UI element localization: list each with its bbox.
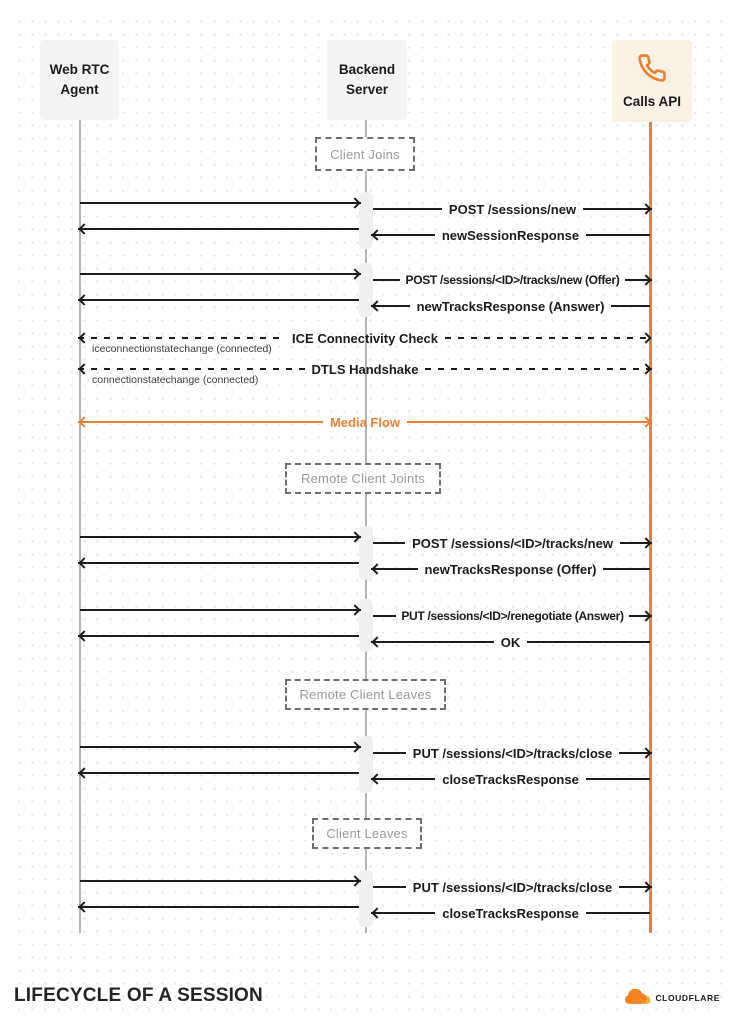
arrowhead-left-icon bbox=[78, 363, 89, 374]
arrowhead-right-icon bbox=[349, 875, 360, 886]
arrowhead-left-icon bbox=[78, 557, 89, 568]
arrow-label: newSessionResponse bbox=[441, 227, 580, 243]
arrowhead-right-icon bbox=[640, 747, 651, 758]
arrow-label: POST /sessions/<ID>/tracks/new (Offer) bbox=[405, 273, 620, 287]
arrow-line bbox=[78, 772, 359, 775]
arrowhead-right-icon bbox=[349, 268, 360, 279]
actor-label: Backend Server bbox=[338, 61, 396, 97]
arrow-line bbox=[78, 421, 323, 424]
arrow-line bbox=[80, 746, 361, 749]
arrow-line bbox=[78, 228, 359, 231]
message-arrow bbox=[80, 291, 359, 309]
arrowhead-left-icon bbox=[371, 229, 382, 240]
arrow-line bbox=[78, 906, 359, 909]
activation-bar bbox=[359, 736, 373, 793]
arrowhead-left-icon bbox=[78, 332, 89, 343]
arrow-line bbox=[80, 273, 361, 276]
arrowhead-right-icon bbox=[640, 537, 651, 548]
cloudflare-cloud-icon bbox=[624, 989, 652, 1006]
arrow-label: Media Flow bbox=[329, 414, 401, 430]
arrowhead-right-icon bbox=[640, 203, 651, 214]
message-arrow bbox=[80, 194, 359, 212]
arrowhead-right-icon bbox=[640, 881, 651, 892]
arrowhead-left-icon bbox=[78, 294, 89, 305]
dtls-event-annotation: connectionstatechange (connected) bbox=[92, 374, 259, 386]
arrowhead-left-icon bbox=[371, 563, 382, 574]
activation-bar bbox=[359, 526, 373, 580]
arrowhead-left-icon bbox=[78, 223, 89, 234]
arrow-line bbox=[78, 299, 359, 302]
message-arrow bbox=[373, 904, 650, 922]
arrowhead-left-icon bbox=[78, 630, 89, 641]
arrowhead-left-icon bbox=[78, 767, 89, 778]
actor-label: Calls API bbox=[622, 94, 682, 110]
arrow-line bbox=[611, 305, 650, 308]
phase-label: Client Leaves bbox=[326, 826, 408, 841]
actor-calls-api bbox=[612, 40, 692, 122]
arrowhead-right-icon bbox=[640, 416, 651, 427]
message-arrow bbox=[373, 534, 650, 552]
media-flow-arrow bbox=[80, 413, 650, 431]
arrow-label: PUT /sessions/<ID>/tracks/close bbox=[412, 879, 613, 895]
arrow-label: PUT /sessions/<ID>/tracks/close bbox=[412, 745, 613, 761]
phase-label: Remote Client Joints bbox=[301, 471, 425, 486]
message-arrow bbox=[373, 560, 650, 578]
arrow-line bbox=[586, 778, 650, 781]
page-title: LIFECYCLE OF A SESSION bbox=[14, 985, 263, 1006]
arrowhead-left-icon bbox=[78, 416, 89, 427]
activation-bar bbox=[359, 870, 373, 927]
arrow-line bbox=[527, 641, 650, 644]
arrow-label: OK bbox=[500, 634, 521, 650]
actor-label: Web RTC Agent bbox=[49, 61, 110, 97]
message-arrow bbox=[373, 200, 650, 218]
actor-backend-server bbox=[327, 40, 407, 120]
message-arrow bbox=[80, 265, 359, 283]
brand-text: CLOUDFLARE bbox=[655, 992, 720, 1003]
arrow-line bbox=[80, 536, 361, 539]
arrow-line bbox=[80, 609, 361, 612]
arrow-dashed-line bbox=[445, 337, 652, 340]
arrow-line bbox=[371, 641, 494, 644]
arrowhead-left-icon bbox=[78, 901, 89, 912]
arrow-label: POST /sessions/new bbox=[448, 201, 577, 217]
activation-bar bbox=[359, 192, 373, 249]
arrow-line bbox=[80, 880, 361, 883]
phase-label: Client Joins bbox=[330, 146, 400, 162]
message-arrow bbox=[80, 528, 359, 546]
arrow-line bbox=[78, 562, 359, 565]
arrow-label: closeTracksResponse bbox=[442, 771, 579, 787]
ice-event-annotation: iceconnectionstatechange (connected) bbox=[92, 343, 272, 355]
message-arrow bbox=[373, 226, 650, 244]
arrow-label: POST /sessions/<ID>/tracks/new bbox=[412, 535, 613, 551]
message-arrow bbox=[80, 898, 359, 916]
arrowhead-right-icon bbox=[349, 741, 360, 752]
arrowhead-right-icon bbox=[640, 274, 651, 285]
lifeline-webrtc-agent bbox=[79, 119, 81, 933]
arrow-line bbox=[80, 202, 361, 205]
arrowhead-right-icon bbox=[640, 332, 651, 343]
message-arrow bbox=[373, 633, 650, 651]
arrowhead-left-icon bbox=[371, 907, 382, 918]
arrow-line bbox=[603, 568, 650, 571]
message-arrow bbox=[373, 607, 650, 625]
message-arrow bbox=[80, 872, 359, 890]
arrow-line bbox=[407, 421, 652, 424]
phase-remote-client-joints bbox=[285, 463, 441, 494]
arrow-label: closeTracksResponse bbox=[442, 905, 579, 921]
arrow-line bbox=[373, 886, 406, 889]
phase-client-leaves bbox=[312, 818, 422, 849]
arrow-label: ICE Connectivity Check bbox=[292, 330, 438, 346]
phase-label: Remote Client Leaves bbox=[299, 687, 432, 702]
arrowhead-left-icon bbox=[371, 773, 382, 784]
arrow-line bbox=[373, 279, 400, 282]
activation-bar bbox=[359, 263, 373, 317]
message-arrow bbox=[373, 770, 650, 788]
message-arrow bbox=[373, 878, 650, 896]
phase-client-joins bbox=[315, 137, 415, 171]
message-arrow bbox=[373, 271, 650, 289]
message-arrow bbox=[80, 627, 359, 645]
message-arrow bbox=[373, 744, 650, 762]
arrowhead-right-icon bbox=[640, 363, 651, 374]
arrow-line bbox=[373, 208, 442, 211]
cloudflare-logo bbox=[624, 989, 720, 1006]
arrowhead-right-icon bbox=[349, 604, 360, 615]
arrowhead-right-icon bbox=[640, 610, 651, 621]
arrow-dashed-line bbox=[78, 337, 285, 340]
arrowhead-right-icon bbox=[349, 197, 360, 208]
arrow-dashed-line bbox=[425, 368, 652, 371]
phone-icon bbox=[637, 53, 667, 83]
arrow-line bbox=[586, 234, 650, 237]
arrow-line bbox=[373, 542, 405, 545]
message-arrow bbox=[373, 297, 650, 315]
arrow-label: newTracksResponse (Answer) bbox=[416, 298, 605, 314]
message-arrow bbox=[80, 764, 359, 782]
message-arrow bbox=[80, 601, 359, 619]
arrow-line bbox=[586, 912, 650, 915]
arrowhead-left-icon bbox=[371, 636, 382, 647]
arrow-label: newTracksResponse (Offer) bbox=[424, 561, 597, 577]
arrow-line bbox=[373, 752, 406, 755]
phase-remote-client-leaves bbox=[285, 679, 446, 710]
message-arrow bbox=[80, 738, 359, 756]
arrowhead-left-icon bbox=[371, 300, 382, 311]
message-arrow bbox=[80, 220, 359, 238]
arrow-label: DTLS Handshake bbox=[311, 361, 419, 377]
actor-webrtc-agent bbox=[40, 40, 119, 120]
arrow-label: PUT /sessions/<ID>/renegotiate (Answer) bbox=[401, 609, 624, 623]
arrowhead-right-icon bbox=[349, 531, 360, 542]
message-arrow bbox=[80, 554, 359, 572]
arrow-line bbox=[373, 615, 396, 618]
arrow-line bbox=[78, 635, 359, 638]
arrow-dashed-line bbox=[78, 368, 305, 371]
activation-bar bbox=[359, 599, 373, 652]
